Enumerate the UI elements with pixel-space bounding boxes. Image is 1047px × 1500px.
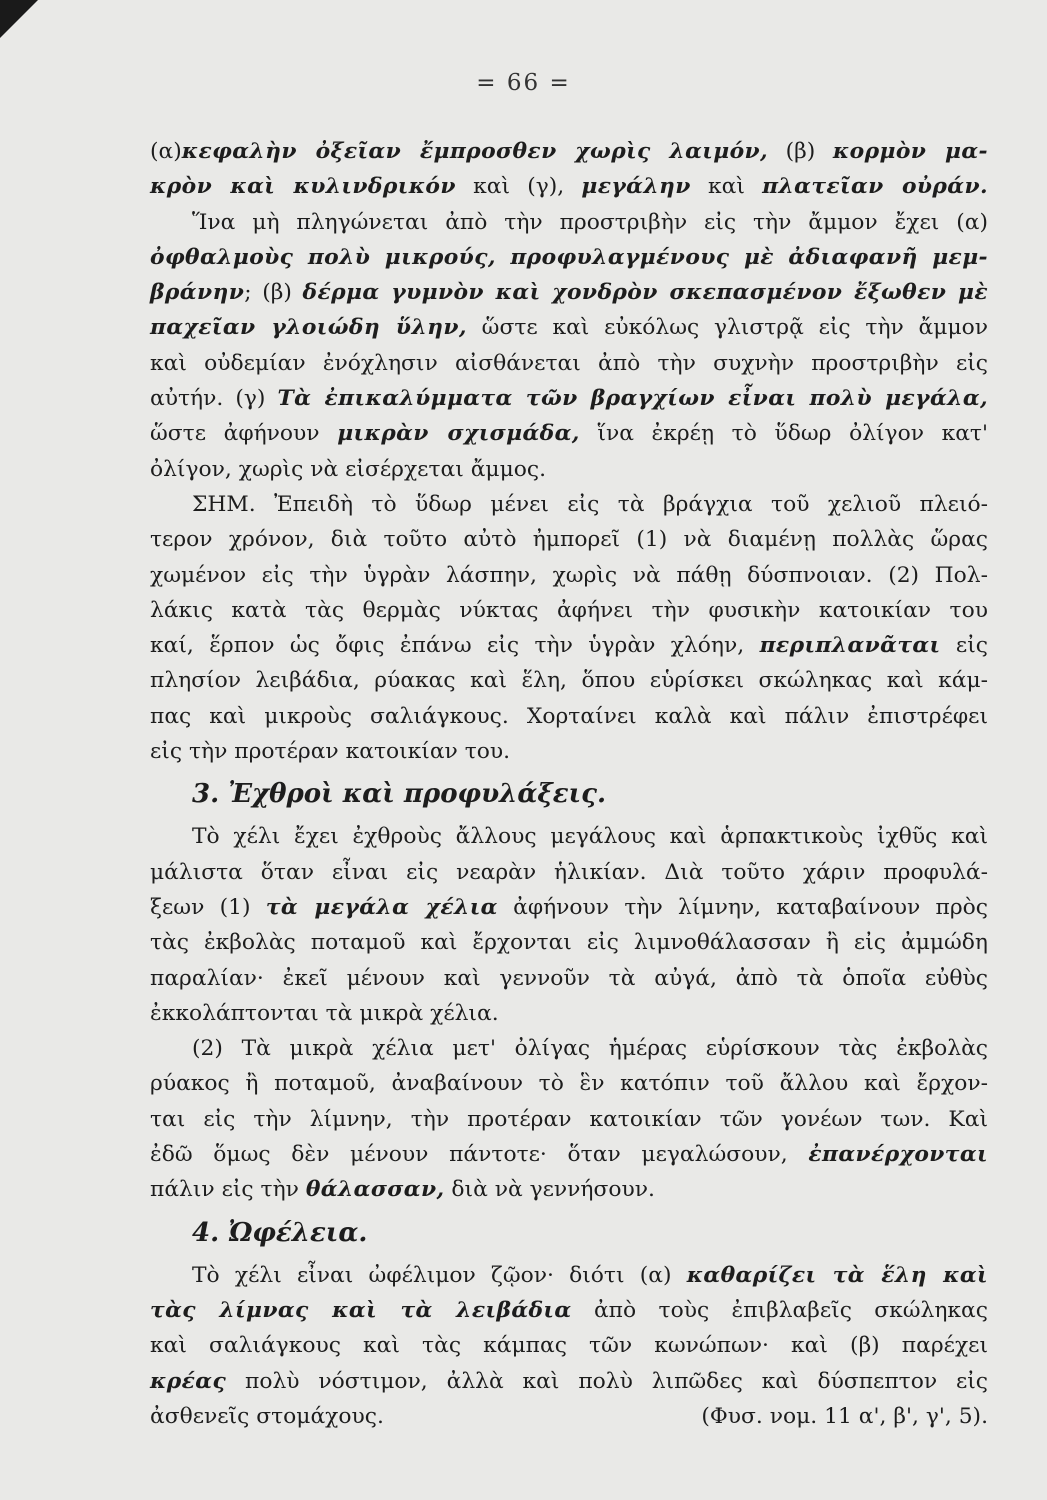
text-line: καὶ σαλιάγκους καὶ τὰς κάμπας τῶν κωνώπων· καὶ (β) παρέχει bbox=[150, 1333, 988, 1359]
text-line: πας καὶ μικροὺς σαλιάγκους. Χορταίνει καλὰ καὶ πάλιν ἐπιστρέφει bbox=[150, 703, 988, 729]
text-line: ἐκκολάπτονται τὰ μικρὰ χέλια. bbox=[150, 1000, 499, 1026]
text-line: (α)κεφαλὴν ὀξεῖαν ἔμπροσθεν χωρὶς λαιμόν, (β) κορμὸν μα- bbox=[150, 139, 988, 164]
page-number: = 66 = bbox=[476, 70, 571, 96]
text-line: ἐδῶ ὅμως δὲν μένουν πάντοτε· ὅταν μεγαλώσουν, ἐπανέρχονται bbox=[150, 1142, 988, 1168]
text-line: ται εἰς τὴν λίμνην, τὴν προτέραν κατοικίαν τῶν γονέων των. Καὶ bbox=[150, 1106, 988, 1132]
section-heading-enemies: 3. Ἐχθροὶ καὶ προφυλάξεις. bbox=[192, 779, 607, 810]
scan-corner-shadow bbox=[0, 0, 38, 38]
text-line: κρὸν καὶ κυλινδρικόν καὶ (γ), μεγάλην καὶ πλατεῖαν οὐράν. bbox=[150, 174, 988, 200]
text-line: Τὸ χέλι ἔχει ἐχθροὺς ἄλλους μεγάλους καὶ ἁρπακτικοὺς ἰχθῦς καὶ bbox=[192, 824, 988, 850]
text-line: χωμένον εἰς τὴν ὑγρὰν λάσπην, χωρὶς νὰ πάθῃ δύσπνοιαν. (2) Πολ- bbox=[150, 562, 988, 588]
text-line: καὶ οὐδεμίαν ἐνόχλησιν αἰσθάνεται ἀπὸ τὴν συχνὴν προστριβὴν εἰς bbox=[150, 350, 988, 376]
text-line: ρύακος ἢ ποταμοῦ, ἀναβαίνουν τὸ ἓν κατόπιν τοῦ ἄλλου καὶ ἔρχον- bbox=[150, 1071, 988, 1097]
page-body bbox=[150, 134, 988, 1434]
text-line: (2) Τὰ μικρὰ χέλια μετ' ὀλίγας ἡμέρας εὑρίσκουν τὰς ἐκβολὰς bbox=[192, 1036, 988, 1062]
text-line: παχεῖαν γλοιώδη ὕλην, ὥστε καὶ εὐκόλως γλιστρᾷ εἰς τὴν ἄμμον bbox=[150, 315, 988, 341]
reference-note: (Φυσ. νομ. 11 α', β', γ', 5). bbox=[701, 1403, 988, 1429]
text-line: ξεων (1) τὰ μεγάλα χέλια ἀφήνουν τὴν λίμνην, καταβαίνουν πρὸς bbox=[150, 894, 989, 920]
text-line: παραλίαν· ἐκεῖ μένουν καὶ γεννοῦν τὰ αὐγά, ἀπὸ τὰ ὁποῖα εὐθὺς bbox=[150, 965, 988, 991]
text-line: καί, ἕρπον ὡς ὄφις ἐπάνω εἰς τὴν ὑγρὰν χλόην, περιπλανᾶται εἰς bbox=[150, 633, 988, 659]
text-line: ὀλίγον, χωρὶς νὰ εἰσέρχεται ἄμμος. bbox=[150, 456, 547, 482]
text-line: Τὸ χέλι εἶναι ὠφέλιμον ζῷον· διότι (α) καθαρίζει τὰ ἕλη καὶ bbox=[192, 1262, 988, 1288]
text-line: κρέας πολὺ νόστιμον, ἀλλὰ καὶ πολὺ λιπῶδες καὶ δύσπεπτον εἰς bbox=[150, 1368, 988, 1394]
text-line: μάλιστα ὅταν εἶναι εἰς νεαρὰν ἡλικίαν. Διὰ τοῦτο χάριν προφυλά- bbox=[150, 859, 988, 885]
text-line: ὥστε ἀφήνουν μικρὰν σχισμάδα, ἵνα ἐκρέῃ τὸ ὕδωρ ὀλίγον κατ' bbox=[150, 421, 988, 447]
text-line: εἰς τὴν προτέραν κατοικίαν του. bbox=[150, 739, 511, 765]
text-line: βράνην; (β) δέρμα γυμνὸν καὶ χονδρὸν σκεπασμένον ἔξωθεν μὲ bbox=[150, 280, 989, 306]
section-heading-benefit: 4. Ὠφέλεια. bbox=[192, 1217, 368, 1248]
text-line: ὀφθαλμοὺς πολὺ μικρούς, προφυλαγμένους μὲ ἀδιαφανῆ μεμ- bbox=[150, 244, 988, 270]
text-line: Ἵνα μὴ πληγώνεται ἀπὸ τὴν προστριβὴν εἰς τὴν ἄμμον ἔχει (α) bbox=[192, 209, 988, 235]
text-line: πάλιν εἰς τὴν θάλασσαν, διὰ νὰ γεννήσουν. bbox=[150, 1177, 655, 1203]
text-line: ΣΗΜ. Ἐπειδὴ τὸ ὕδωρ μένει εἰς τὰ βράγχια τοῦ χελιοῦ πλειό- bbox=[192, 491, 988, 517]
text-line: λάκις κατὰ τὰς θερμὰς νύκτας ἀφήνει τὴν φυσικὴν κατοικίαν του bbox=[150, 597, 988, 623]
text-line: τὰς ἐκβολὰς ποταμοῦ καὶ ἔρχονται εἰς λιμνοθάλασσαν ἢ εἰς ἀμμώδη bbox=[150, 930, 988, 956]
text-line: αὐτήν. (γ) Τὰ ἐπικαλύμματα τῶν βραγχίων εἶναι πολὺ μεγάλα, bbox=[150, 386, 988, 412]
text-line: τὰς λίμνας καὶ τὰ λειβάδια ἀπὸ τοὺς ἐπιβλαβεῖς σκώληκας bbox=[150, 1297, 988, 1323]
text-line: ἀσθενεῖς στομάχους. (Φυσ. νομ. 11 α', β', γ', 5). bbox=[150, 1399, 988, 1434]
text-line: πλησίον λειβάδια, ρύακας καὶ ἕλη, ὅπου εὑρίσκει σκώληκας καὶ κάμ- bbox=[150, 668, 988, 694]
text-line: τερον χρόνον, διὰ τοῦτο αὐτὸ ἠμπορεῖ (1) νὰ διαμένῃ πολλὰς ὥρας bbox=[150, 527, 988, 553]
